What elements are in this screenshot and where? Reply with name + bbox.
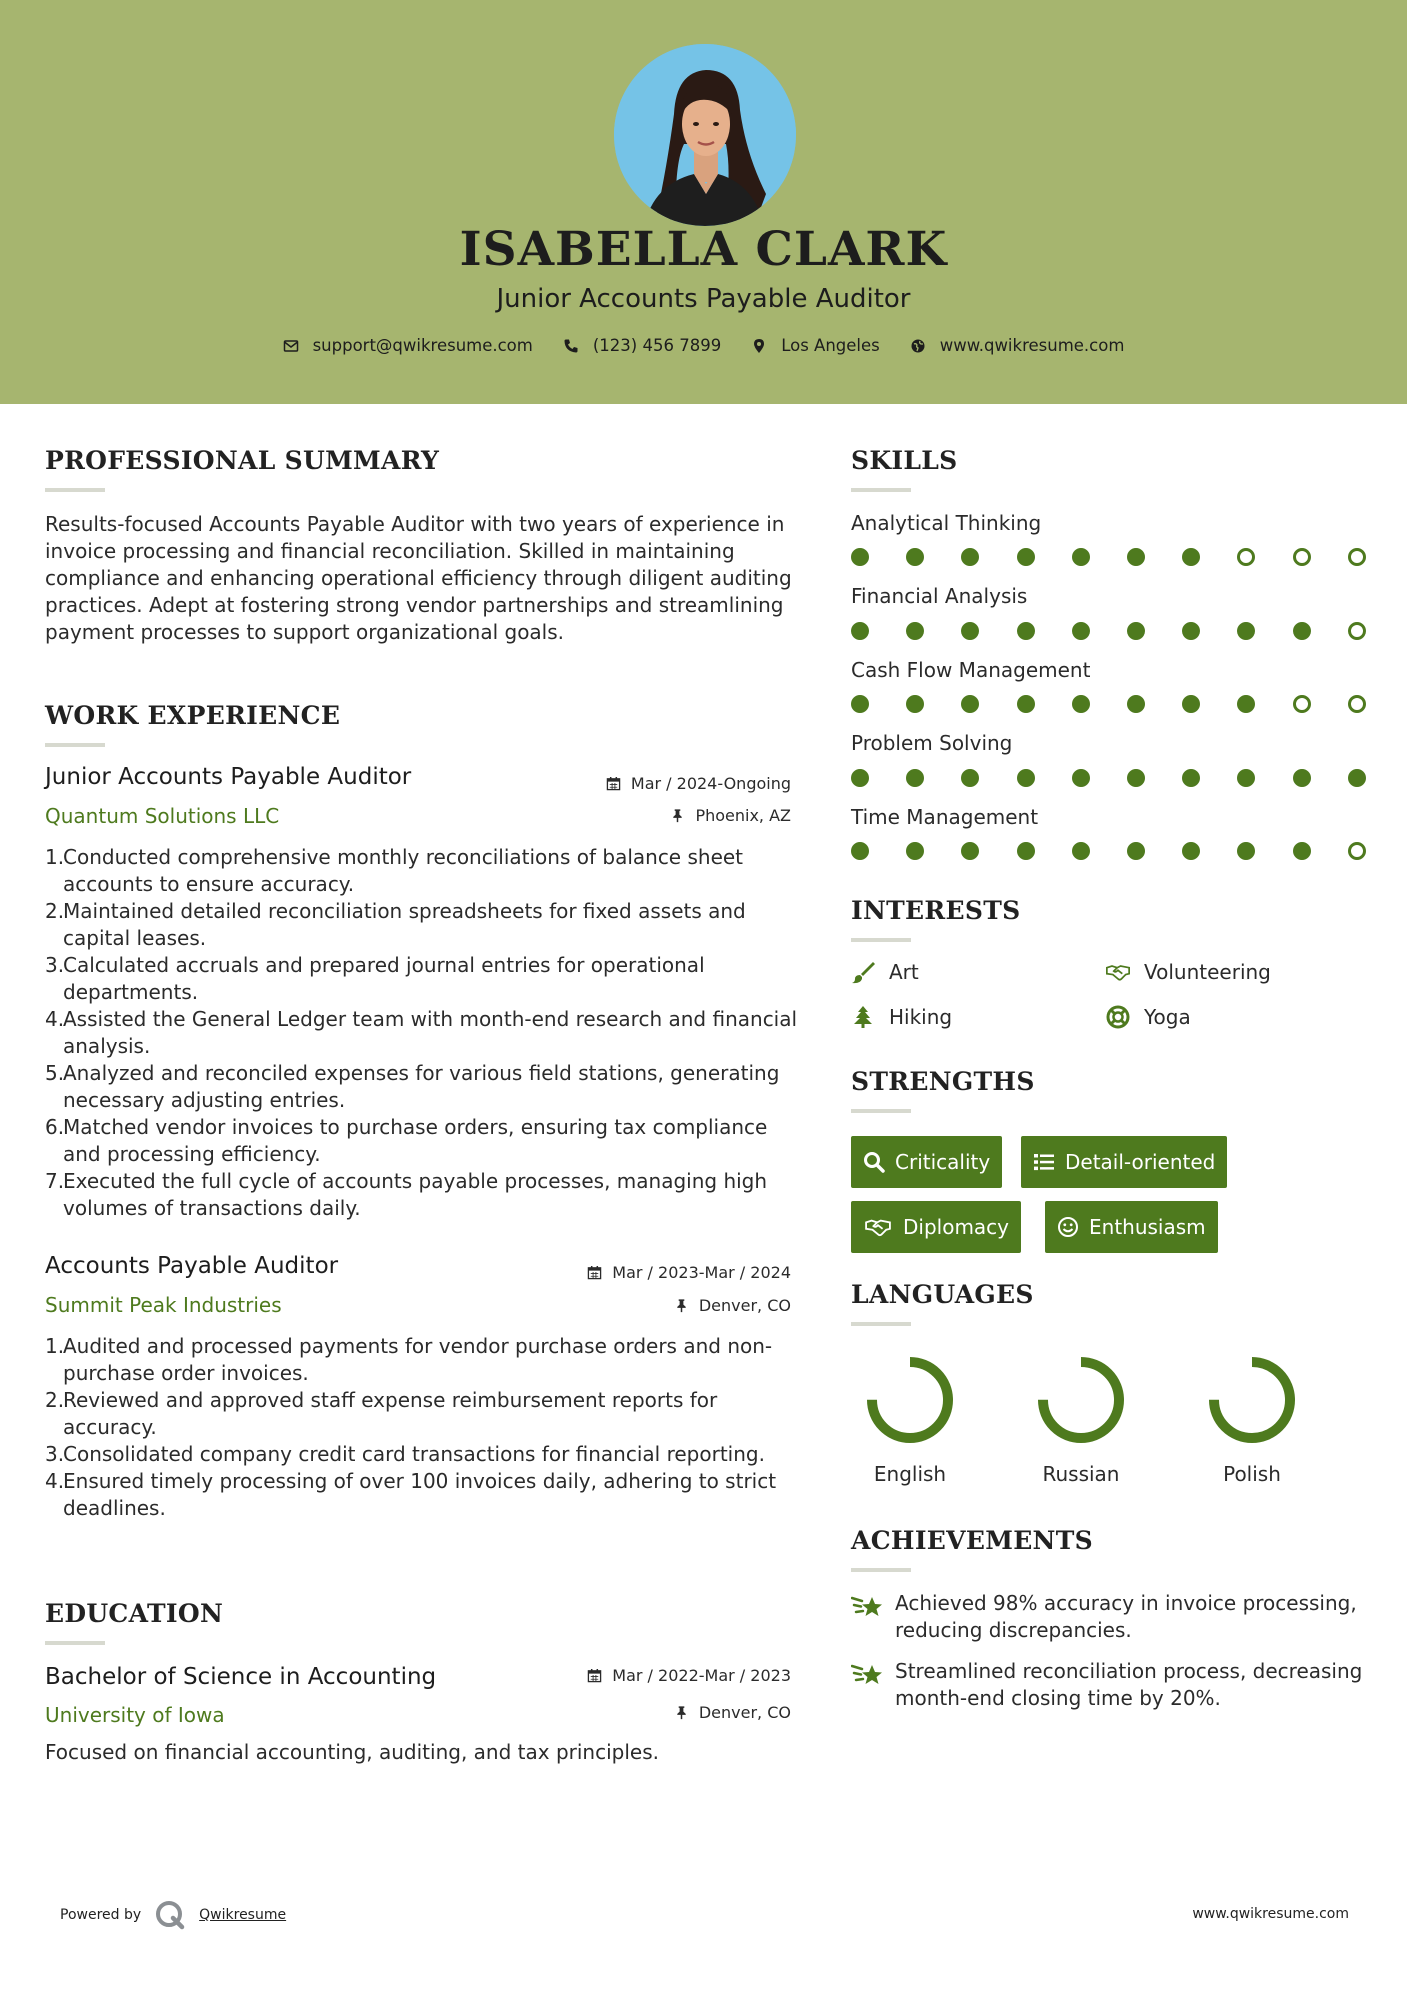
job-dates — [606, 774, 791, 793]
skill-dot-filled — [1127, 842, 1145, 860]
skill-dot-filled — [851, 842, 869, 860]
phone-text: (123) 456 7899 — [592, 336, 722, 355]
skill-dot-filled — [961, 769, 979, 787]
strength-label: Criticality — [895, 1150, 991, 1174]
list-item: 4. Assisted the General Ledger team with month-end research and financial analysis. — [45, 1007, 798, 1058]
strength-badge — [851, 1201, 1021, 1253]
language-item — [1192, 1350, 1312, 1486]
skill-dot-empty — [1293, 548, 1311, 566]
qwikresume-logo-icon — [155, 1900, 185, 1930]
skill-dot-filled — [1237, 695, 1255, 713]
skill-name: Analytical Thinking — [851, 511, 1042, 535]
skill-dot-filled — [1182, 622, 1200, 640]
list-item: 3. Consolidated company credit card transactions for financial reporting. — [45, 1442, 765, 1466]
skill-dot-filled — [1127, 548, 1145, 566]
education-dates — [587, 1666, 791, 1685]
school-name: University of Iowa — [45, 1703, 225, 1727]
skill-dot-filled — [1237, 769, 1255, 787]
language-label: Russian — [1042, 1462, 1120, 1486]
skill-dot-filled — [1182, 842, 1200, 860]
skill-dot-filled — [851, 548, 869, 566]
education-location — [674, 1703, 791, 1722]
interest-item — [1106, 960, 1271, 984]
skill-dot-filled — [1182, 695, 1200, 713]
email-text: support@qwikresume.com — [312, 336, 533, 355]
education-heading: EDUCATION — [45, 1599, 224, 1628]
strengths-heading: STRENGTHS — [851, 1067, 1035, 1096]
skill-dot-filled — [1072, 842, 1090, 860]
globe-icon — [910, 338, 926, 354]
interest-label: Volunteering — [1144, 960, 1271, 984]
skill-dot-filled — [1072, 622, 1090, 640]
strength-badge — [1045, 1201, 1218, 1253]
skill-dot-filled — [906, 548, 924, 566]
interest-label: Yoga — [1144, 1005, 1191, 1029]
skill-dot-filled — [1017, 695, 1035, 713]
list-item: 2. Reviewed and approved staff expense reimbursement reports for accuracy. — [45, 1388, 718, 1439]
powered-by — [60, 1900, 286, 1930]
language-item — [850, 1350, 970, 1486]
job-location — [674, 1296, 791, 1315]
list-item: 1. Audited and processed payments for vendor purchase orders and non-purchase order invoices. — [45, 1334, 773, 1385]
job-title: Accounts Payable Auditor — [45, 1253, 339, 1279]
skill-dot-filled — [906, 622, 924, 640]
skill-dot-filled — [1182, 769, 1200, 787]
candidate-name: ISABELLA CLARK — [459, 222, 948, 277]
skill-dot-filled — [1293, 622, 1311, 640]
education-dates-text: Mar / 2022-Mar / 2023 — [612, 1666, 791, 1685]
skill-dot-filled — [1072, 548, 1090, 566]
footer-website[interactable]: www.qwikresume.com — [1192, 1906, 1349, 1922]
list-item: 5. Analyzed and reconciled expenses for various field stations, generating necessary adjusting entries. — [45, 1061, 780, 1112]
education-description: Focused on financial accounting, auditing, and tax principles. — [45, 1740, 659, 1764]
list-item: 7. Executed the full cycle of accounts payable processes, managing high volumes of transactions daily. — [45, 1169, 768, 1220]
pushpin-icon — [670, 808, 685, 823]
language-ring-arc — [1043, 1362, 1119, 1438]
skill-dot-filled — [1072, 769, 1090, 787]
skill-dot-filled — [1237, 622, 1255, 640]
education-location-text: Denver, CO — [698, 1703, 791, 1722]
list-item: 1. Conducted comprehensive monthly reconciliations of balance sheet accounts to ensure accuracy. — [45, 845, 744, 896]
language-label: Polish — [1223, 1462, 1281, 1486]
interest-label: Art — [889, 960, 919, 984]
job-title: Junior Accounts Payable Auditor — [45, 764, 412, 790]
shooting-star-icon — [851, 1660, 885, 1690]
education-divider — [45, 1641, 105, 1645]
skill-name: Cash Flow Management — [851, 658, 1091, 682]
skill-dot-filled — [1182, 548, 1200, 566]
skill-dot-filled — [1127, 622, 1145, 640]
achievements-divider — [851, 1568, 911, 1572]
interests-heading: INTERESTS — [851, 896, 1021, 925]
job-company: Quantum Solutions LLC — [45, 804, 280, 828]
smile-icon — [1057, 1216, 1079, 1238]
skill-dot-filled — [851, 769, 869, 787]
contact-website[interactable] — [910, 336, 1125, 355]
skill-rating — [851, 621, 1364, 641]
skill-dot-empty — [1237, 548, 1255, 566]
skill-name: Financial Analysis — [851, 584, 1028, 608]
skill-dot-filled — [851, 695, 869, 713]
phone-icon — [563, 338, 579, 354]
skill-dot-filled — [906, 842, 924, 860]
tree-icon — [851, 1005, 875, 1029]
pushpin-icon — [674, 1298, 689, 1313]
strengths-divider — [851, 1109, 911, 1113]
list-item: 6. Matched vendor invoices to purchase orders, ensuring tax compliance and processing efficiency. — [45, 1115, 768, 1166]
skill-dot-empty — [1293, 695, 1311, 713]
skill-name: Time Management — [851, 805, 1039, 829]
summary-heading: PROFESSIONAL SUMMARY — [45, 446, 440, 475]
job-dates-text: Mar / 2023-Mar / 2024 — [612, 1263, 791, 1282]
skill-rating — [851, 547, 1364, 567]
handshake-icon — [1106, 960, 1130, 984]
lifebuoy-icon — [1106, 1005, 1130, 1029]
list-icon — [1033, 1151, 1055, 1173]
skills-heading: SKILLS — [851, 446, 958, 475]
skill-dot-filled — [906, 769, 924, 787]
skill-dot-filled — [851, 622, 869, 640]
job-dates-text: Mar / 2024-Ongoing — [630, 774, 791, 793]
pushpin-icon — [674, 1705, 689, 1720]
skill-dot-filled — [1293, 842, 1311, 860]
calendar-icon — [587, 1265, 602, 1280]
skill-dot-filled — [961, 548, 979, 566]
language-ring-arc — [1214, 1362, 1290, 1438]
contact-phone[interactable] — [563, 336, 721, 355]
contact-location — [751, 336, 880, 355]
degree-title: Bachelor of Science in Accounting — [45, 1664, 437, 1690]
candidate-title: Junior Accounts Payable Auditor — [496, 284, 911, 314]
interest-item — [851, 1005, 952, 1029]
job-dates — [587, 1263, 791, 1282]
calendar-icon — [606, 776, 621, 791]
shooting-star-icon — [851, 1592, 885, 1622]
skill-dot-filled — [1348, 769, 1366, 787]
skill-name: Problem Solving — [851, 731, 1013, 755]
skill-dot-empty — [1348, 548, 1366, 566]
achievement-text: Streamlined reconciliation process, decreasing month-end closing time by 20%. — [895, 1659, 1363, 1710]
interests-divider — [851, 938, 911, 942]
contact-email[interactable] — [283, 336, 533, 355]
job-location — [670, 806, 791, 825]
skill-rating — [851, 841, 1364, 861]
skill-dot-filled — [1072, 695, 1090, 713]
interest-label: Hiking — [889, 1005, 953, 1029]
strength-badge — [851, 1136, 1002, 1188]
job-company: Summit Peak Industries — [45, 1293, 282, 1317]
strength-label: Enthusiasm — [1089, 1215, 1206, 1239]
skill-dot-filled — [906, 695, 924, 713]
skill-dot-empty — [1348, 695, 1366, 713]
skill-dot-filled — [961, 842, 979, 860]
achievement-item — [851, 1590, 1371, 1644]
skill-rating — [851, 768, 1364, 788]
languages-divider — [851, 1322, 911, 1326]
skill-dot-filled — [961, 695, 979, 713]
skill-rating — [851, 694, 1364, 714]
summary-text: Results-focused Accounts Payable Auditor with two years of experience in invoice processing and financial reconciliation. Skilled in maintaining compliance and enhancing operational efficiency through diligent auditing practices. Adept at fostering strong vendor partnerships and streamlining payment processes to support organizational goals. — [45, 512, 792, 644]
skill-dot-filled — [1017, 622, 1035, 640]
envelope-icon — [283, 338, 299, 354]
language-label: English — [873, 1462, 947, 1486]
language-ring — [860, 1350, 960, 1450]
strength-label: Detail-oriented — [1065, 1150, 1216, 1174]
job-duties-list — [45, 844, 805, 1222]
skill-dot-filled — [1127, 769, 1145, 787]
list-item: 4. Ensured timely processing of over 100 invoices daily, adhering to strict deadlines. — [45, 1469, 777, 1520]
search-icon — [863, 1151, 885, 1173]
skill-dot-filled — [1017, 769, 1035, 787]
profile-photo — [614, 44, 796, 226]
skills-divider — [851, 488, 911, 492]
job-location-text: Denver, CO — [698, 1296, 791, 1315]
contact-bar — [0, 336, 1407, 355]
powered-by-label: Powered by — [60, 1907, 142, 1923]
experience-heading: WORK EXPERIENCE — [45, 701, 341, 730]
language-ring-arc — [872, 1362, 948, 1438]
paintbrush-icon — [851, 960, 875, 984]
list-item: 2. Maintained detailed reconciliation spreadsheets for fixed assets and capital leases. — [45, 899, 746, 950]
skill-dot-filled — [1017, 548, 1035, 566]
achievement-item — [851, 1658, 1371, 1712]
interest-item — [851, 960, 919, 984]
language-ring — [1031, 1350, 1131, 1450]
summary-divider — [45, 488, 105, 492]
experience-divider — [45, 743, 105, 747]
language-ring — [1202, 1350, 1302, 1450]
qwikresume-link[interactable]: Qwikresume — [199, 1907, 287, 1923]
job-location-text: Phoenix, AZ — [695, 806, 791, 825]
resume-header — [0, 0, 1407, 404]
handshake-icon — [863, 1216, 893, 1238]
map-marker-icon — [751, 338, 767, 354]
list-item: 3. Calculated accruals and prepared journal entries for operational departments. — [45, 953, 705, 1004]
skill-dot-filled — [1017, 842, 1035, 860]
interest-item — [1106, 1005, 1191, 1029]
achievements-heading: ACHIEVEMENTS — [851, 1526, 1093, 1555]
strength-label: Diplomacy — [903, 1215, 1010, 1239]
achievement-text: Achieved 98% accuracy in invoice processing, reducing discrepancies. — [895, 1591, 1357, 1642]
skill-dot-filled — [961, 622, 979, 640]
job-duties-list — [45, 1333, 805, 1522]
language-item — [1021, 1350, 1141, 1486]
calendar-icon — [587, 1668, 602, 1683]
skill-dot-filled — [1237, 842, 1255, 860]
languages-heading: LANGUAGES — [851, 1280, 1034, 1309]
website-text: www.qwikresume.com — [939, 336, 1125, 355]
location-text: Los Angeles — [781, 336, 880, 355]
skill-dot-empty — [1348, 622, 1366, 640]
skill-dot-empty — [1348, 842, 1366, 860]
strength-badge — [1021, 1136, 1227, 1188]
skill-dot-filled — [1293, 769, 1311, 787]
skill-dot-filled — [1127, 695, 1145, 713]
